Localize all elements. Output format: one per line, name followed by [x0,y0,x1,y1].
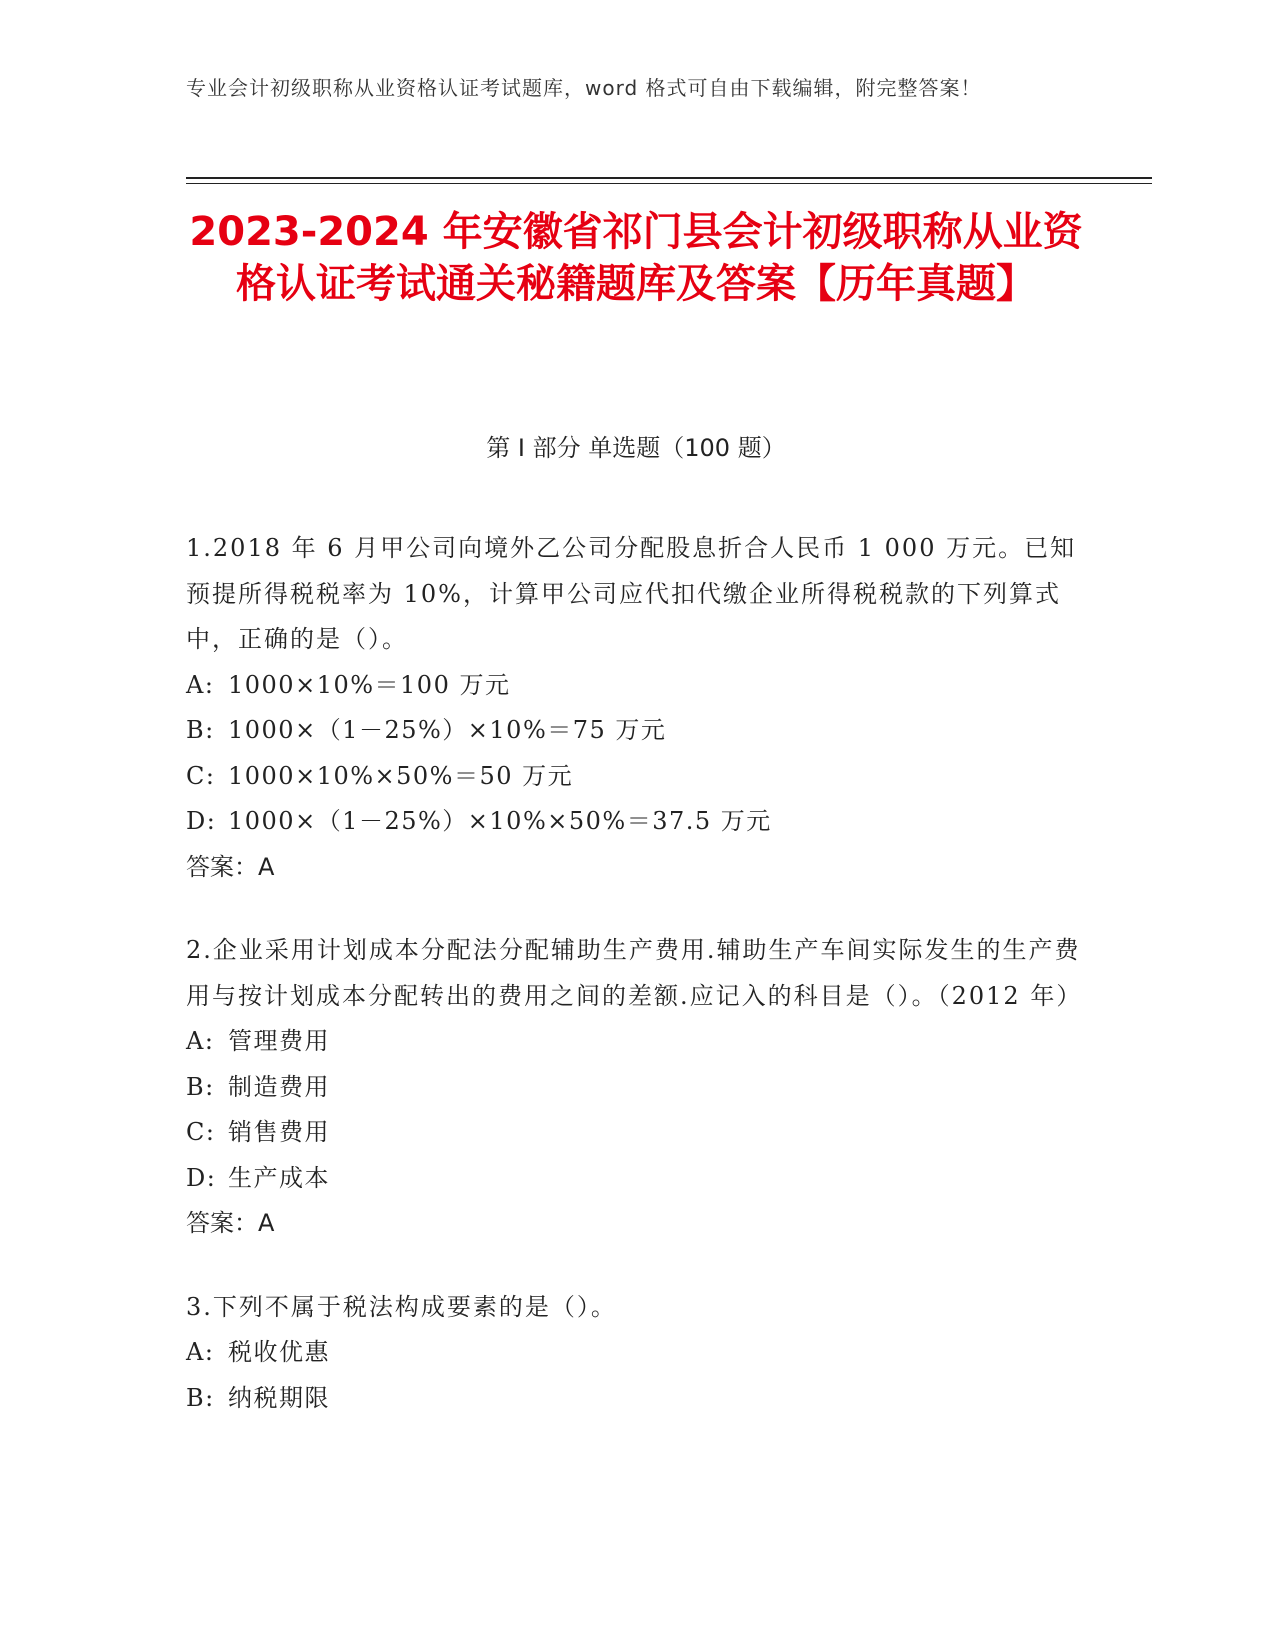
option-text: 生产成本 [228,1163,330,1192]
answer: 答案：A [186,1209,275,1237]
question-3 [186,1285,1086,1422]
option-key: B: [186,1072,215,1101]
option-text: 1000×（1－25%）×10%×50%＝37.5 万元 [228,807,772,835]
option-text: 制造费用 [228,1072,330,1101]
question-stem: 2.企业采用计划成本分配法分配辅助生产费用.辅助生产车间实际发生的生产费用与按计划成本分配转出的费用之间的差额.应记入的科目是（）。（2012 年） [186,936,1083,1010]
option-key: C: [186,1118,216,1146]
option-key: A: [186,1338,215,1366]
option-text: 纳税期限 [228,1383,330,1412]
option-key: B: [186,716,215,744]
option-key: D: [186,1163,217,1192]
document-title: 2023-2024 年安徽省祁门县会计初级职称从业资格认证考试通关秘籍题库及答案【历年真题】 [189,209,1083,307]
header-divider-thick [186,177,1152,179]
question-list [186,526,1086,1459]
option-b [186,708,1086,754]
option-text: 管理费用 [228,1027,330,1055]
option-key: D: [186,807,217,835]
option-key: A: [186,670,215,699]
answer: 答案：A [186,852,275,881]
option-b [186,1065,1086,1111]
section-heading: 第 I 部分 单选题（100 题） [486,434,786,462]
option-key: B: [186,1383,215,1412]
option-a [186,663,1086,709]
option-c [186,1110,1086,1156]
question-2 [186,928,1086,1247]
option-d [186,799,1086,845]
question-stem: 3.下列不属于税法构成要素的是（）。 [186,1292,617,1321]
header-note: 专业会计初级职称从业资格认证考试题库，word 格式可自由下载编辑，附完整答案！ [186,76,982,100]
option-key: C: [186,761,216,790]
option-c [186,754,1086,800]
question-1 [186,526,1086,890]
option-a [186,1330,1086,1376]
option-b [186,1376,1086,1422]
question-stem: 1.2018 年 6 月甲公司向境外乙公司分配股息折合人民币 1 000 万元。已知预提所得税税率为 10%，计算甲公司应代扣代缴企业所得税税款的下列算式中，正确的是（）。 [186,534,1077,653]
option-text: 1000×10%×50%＝50 万元 [228,761,574,790]
option-text: 税收优惠 [228,1338,330,1366]
option-text: 1000×（1－25%）×10%＝75 万元 [228,716,667,744]
header-divider-thin [186,183,1152,184]
option-text: 1000×10%＝100 万元 [228,670,511,699]
option-key: A: [186,1027,215,1055]
option-d [186,1156,1086,1202]
option-text: 销售费用 [228,1118,330,1146]
option-a [186,1019,1086,1065]
